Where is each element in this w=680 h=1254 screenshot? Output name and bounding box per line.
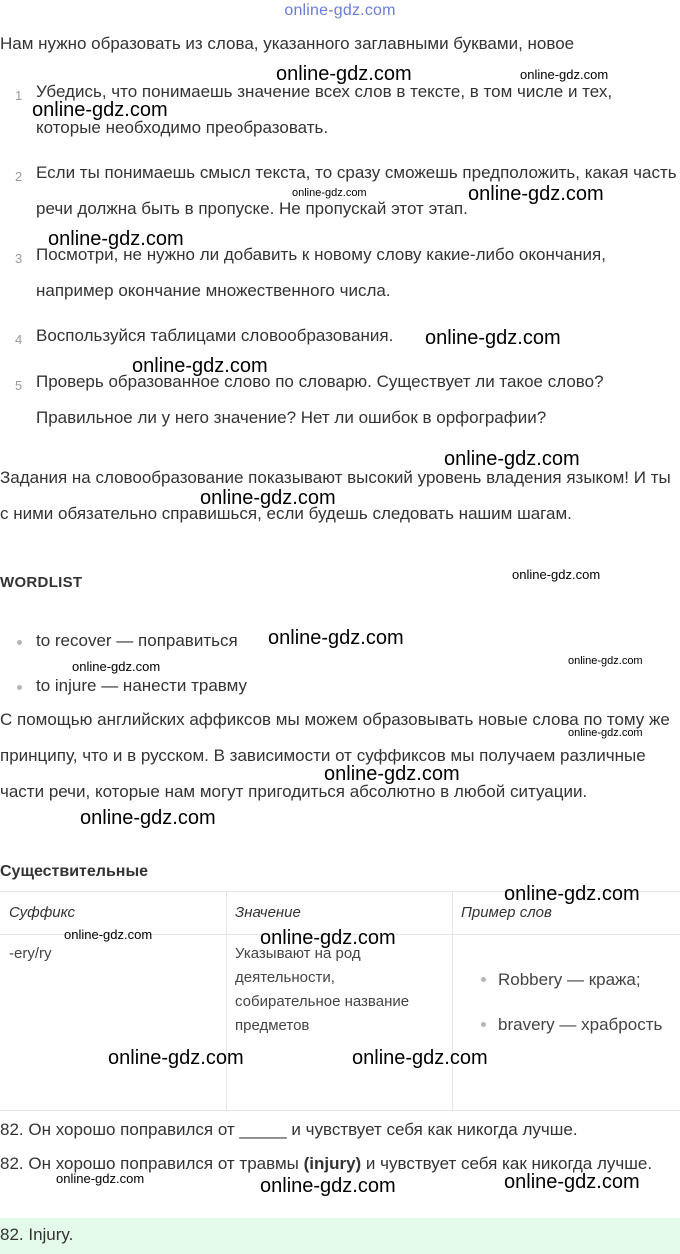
watermark: online-gdz.com [260,1175,396,1197]
intro-paragraph: Нам нужно образовать из слова, указанного заглавными буквами, новое [0,34,575,53]
watermark: online-gdz.com [48,228,184,250]
watermark: online-gdz.com [568,655,643,667]
example-item [477,1007,677,1043]
step-number: 4 [15,332,23,347]
affixes-paragraph: С помощью английских аффиксов мы можем образовывать новые слова по тому же принципу, что и в русском. В зависимости от суффиксов мы получаем различные части речи, которые нам могут пригодиться абсолютно в любой ситуации. [0,710,670,801]
solution-highlight: (injury) [303,1154,362,1173]
watermark: online-gdz.com [444,448,580,470]
step-number: 3 [15,251,23,266]
table-divider [226,892,227,1110]
watermark: online-gdz.com [72,659,161,674]
solution-after: и чувствует себя как никогда лучше. [361,1154,653,1173]
bullet-icon [17,685,22,690]
example-item [477,962,677,998]
wordlist-item-text: to recover — поправиться [36,631,238,650]
example-text: Robbery — кража; [498,970,641,989]
header-examples: Пример слов [461,904,552,921]
step-text: Если ты понимаешь смысл текста, то сразу сможешь предположить, какая часть речи должна быть в пропуске. Не пропускай этот этап. [36,163,677,218]
watermark: online-gdz.com [324,763,460,785]
watermark: online-gdz.com [292,187,367,199]
wordlist-item-text: to injure — нанести травму [36,676,248,695]
step-number: 5 [15,378,23,393]
outro-paragraph: Задания на словообразование показывают высокий уровень владения языком! И ты с ними обязательно справишься, если будешь следовать нашим шагам. [0,468,671,523]
wordlist-title: WORDLIST [0,574,83,591]
watermark: online-gdz.com [568,727,643,739]
step-text: Воспользуйся таблицами словообразования. [36,326,394,345]
watermark: online-gdz.com [268,627,404,649]
task-text: 82. Он хорошо поправился от _____ и чувствует себя как никогда лучше. [0,1120,578,1139]
nouns-title: Существительные [0,863,149,880]
watermark: online-gdz.com [108,1047,244,1069]
watermark: online-gdz.com [132,355,268,377]
step-number: 1 [15,88,23,103]
watermark: online-gdz.com [64,927,153,942]
watermark: online-gdz.com [260,927,396,949]
bullet-icon [17,640,22,645]
cell-examples [477,962,677,1043]
answer-text: 82. Injury. [0,1225,74,1244]
table-divider [452,892,453,1110]
watermark: online-gdz.com [32,99,168,121]
watermark: online-gdz.com [200,487,336,509]
watermark: online-gdz.com [56,1171,145,1186]
suffix-table [0,891,680,1111]
step-number: 2 [15,169,23,184]
header-site-url[interactable]: online-gdz.com [284,2,396,19]
step-text: Убедись, что понимаешь значение всех слов в тексте, в том числе и тех, которые необходимо преобразовать. [36,82,613,137]
watermark: online-gdz.com [520,67,609,82]
step-text: Проверь образованное слово по словарю. Существует ли такое слово? Правильное ли у него значение? Нет ли ошибок в орфографии? [36,372,604,427]
watermark: online-gdz.com [80,807,216,829]
watermark: online-gdz.com [504,883,640,905]
cell-meaning: Указывают на род деятельности, собирательное название предметов [235,945,410,1034]
watermark: online-gdz.com [352,1047,488,1069]
answer-box [0,1218,680,1254]
watermark: online-gdz.com [468,183,604,205]
header-suffix: Суффикс [9,904,75,921]
step-text: Посмотри, не нужно ли добавить к новому слову какие-либо окончания, например окончание множественного числа. [36,245,606,300]
cell-suffix: -ery/ry [9,945,52,962]
watermark: online-gdz.com [504,1171,640,1193]
bullet-icon [481,977,486,982]
watermark: online-gdz.com [276,63,412,85]
watermark: online-gdz.com [425,327,561,349]
bullet-icon [481,1022,486,1027]
header-meaning: Значение [235,904,301,921]
watermark: online-gdz.com [512,567,601,582]
solution-before: 82. Он хорошо поправился от травмы [0,1154,304,1173]
example-text: bravery — храбрость [498,1015,663,1034]
